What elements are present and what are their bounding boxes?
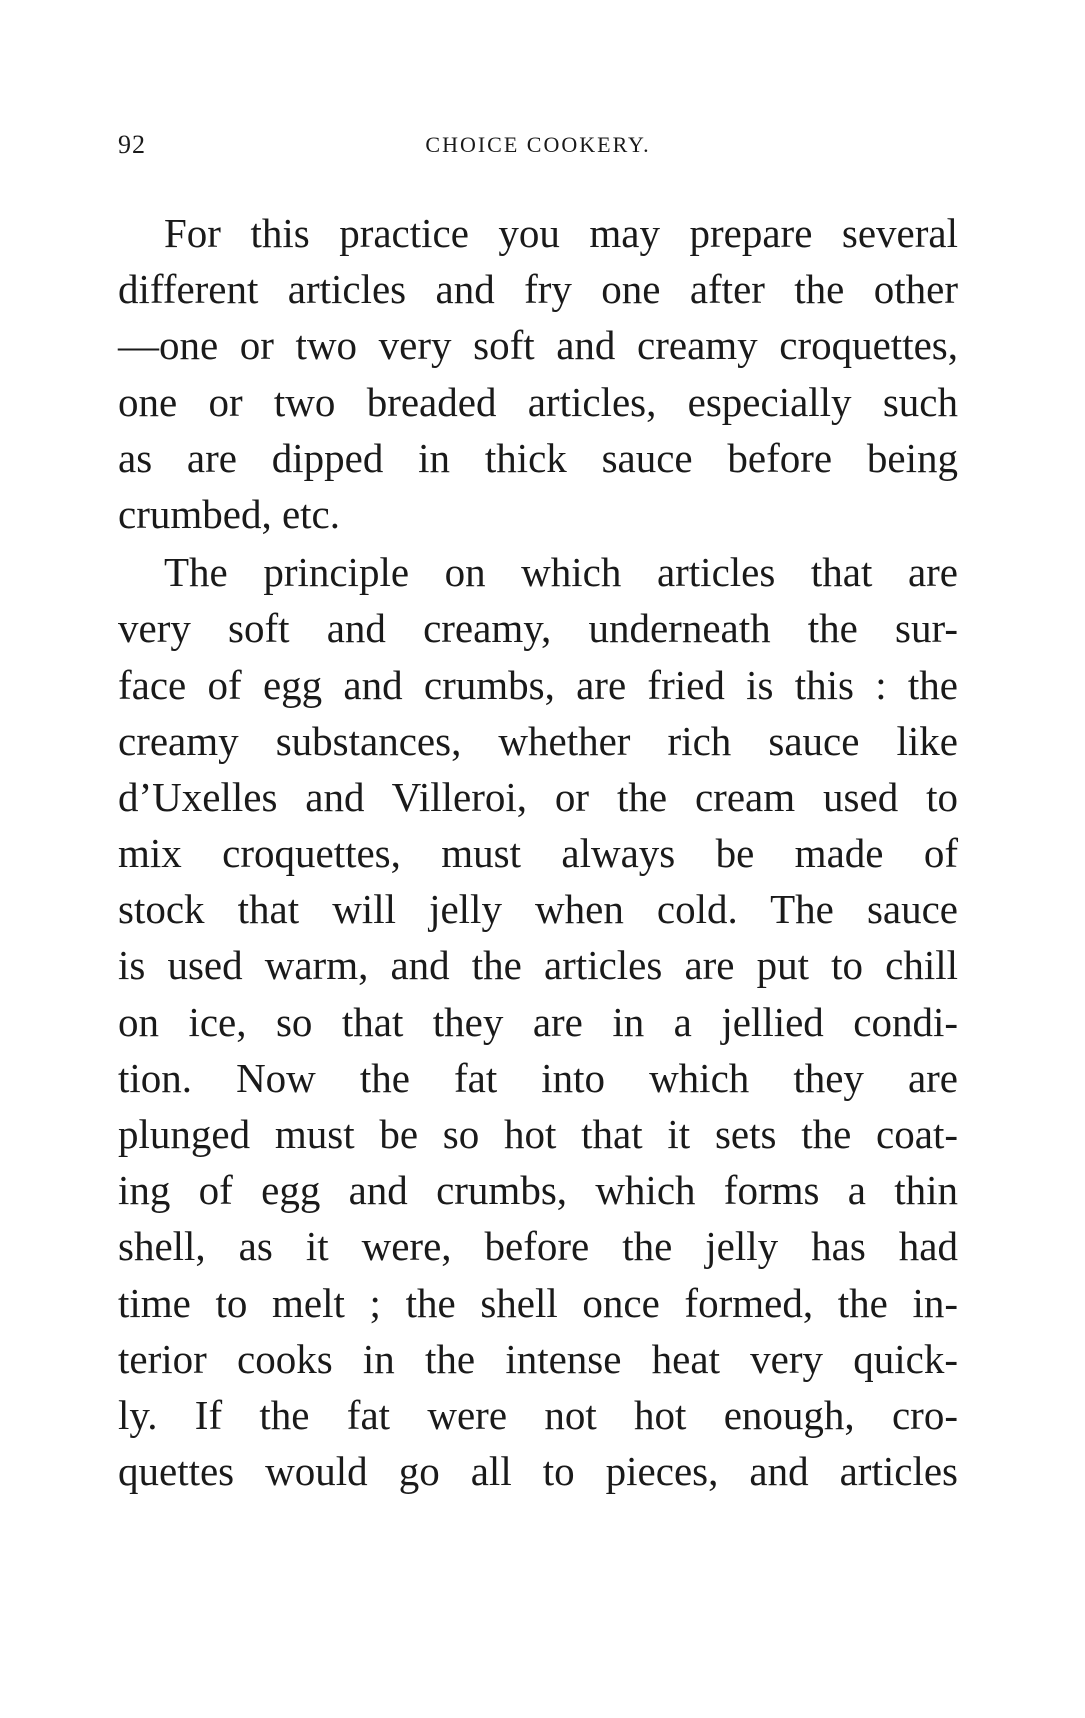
text-line: For this practice you may prepare several <box>164 210 958 256</box>
text-line: different articles and fry one after the other <box>118 266 958 313</box>
paragraph-2 <box>118 544 958 1499</box>
text-line: creamy substances, whether rich sauce like <box>118 717 958 764</box>
body-text <box>118 205 958 1499</box>
text-line: one or two breaded articles, especially such <box>118 378 958 425</box>
text-line: on ice, so that they are in a jellied condi- <box>118 998 958 1045</box>
text-line: as are dipped in thick sauce before being <box>118 434 958 481</box>
text-line: —one or two very soft and creamy croquettes, <box>118 322 958 369</box>
text-line: time to melt ; the shell once formed, the in- <box>118 1279 958 1326</box>
text-line: plunged must be so hot that it sets the coat- <box>118 1111 958 1157</box>
text-line: terior cooks in the intense heat very quick- <box>118 1335 958 1382</box>
text-line: tion. Now the fat into which they are <box>118 1054 958 1101</box>
text-line: ing of egg and crumbs, which forms a thin <box>118 1167 958 1214</box>
running-title: CHOICE COOKERY. <box>425 132 651 157</box>
text-line: mix croquettes, must always be made of <box>118 830 958 877</box>
text-line: very soft and creamy, underneath the sur- <box>118 605 958 652</box>
text-line: The principle on which articles that are <box>164 549 958 596</box>
text-line: crumbed, etc. <box>118 490 340 537</box>
text-line: is used warm, and the articles are put to chill <box>118 942 958 989</box>
text-line: quettes would go all to pieces, and articles <box>118 1448 958 1495</box>
text-line: d’Uxelles and Villeroi, or the cream used to <box>118 773 958 820</box>
text-line: shell, as it were, before the jelly has had <box>118 1223 958 1270</box>
text-line: ly. If the fat were not hot enough, cro- <box>118 1391 958 1438</box>
text-line: face of egg and crumbs, are fried is this : the <box>118 661 958 708</box>
page-number: 92 <box>118 130 146 159</box>
text-line: stock that will jelly when cold. The sauce <box>118 886 958 933</box>
running-head <box>118 130 958 170</box>
paragraph-1 <box>118 205 958 542</box>
